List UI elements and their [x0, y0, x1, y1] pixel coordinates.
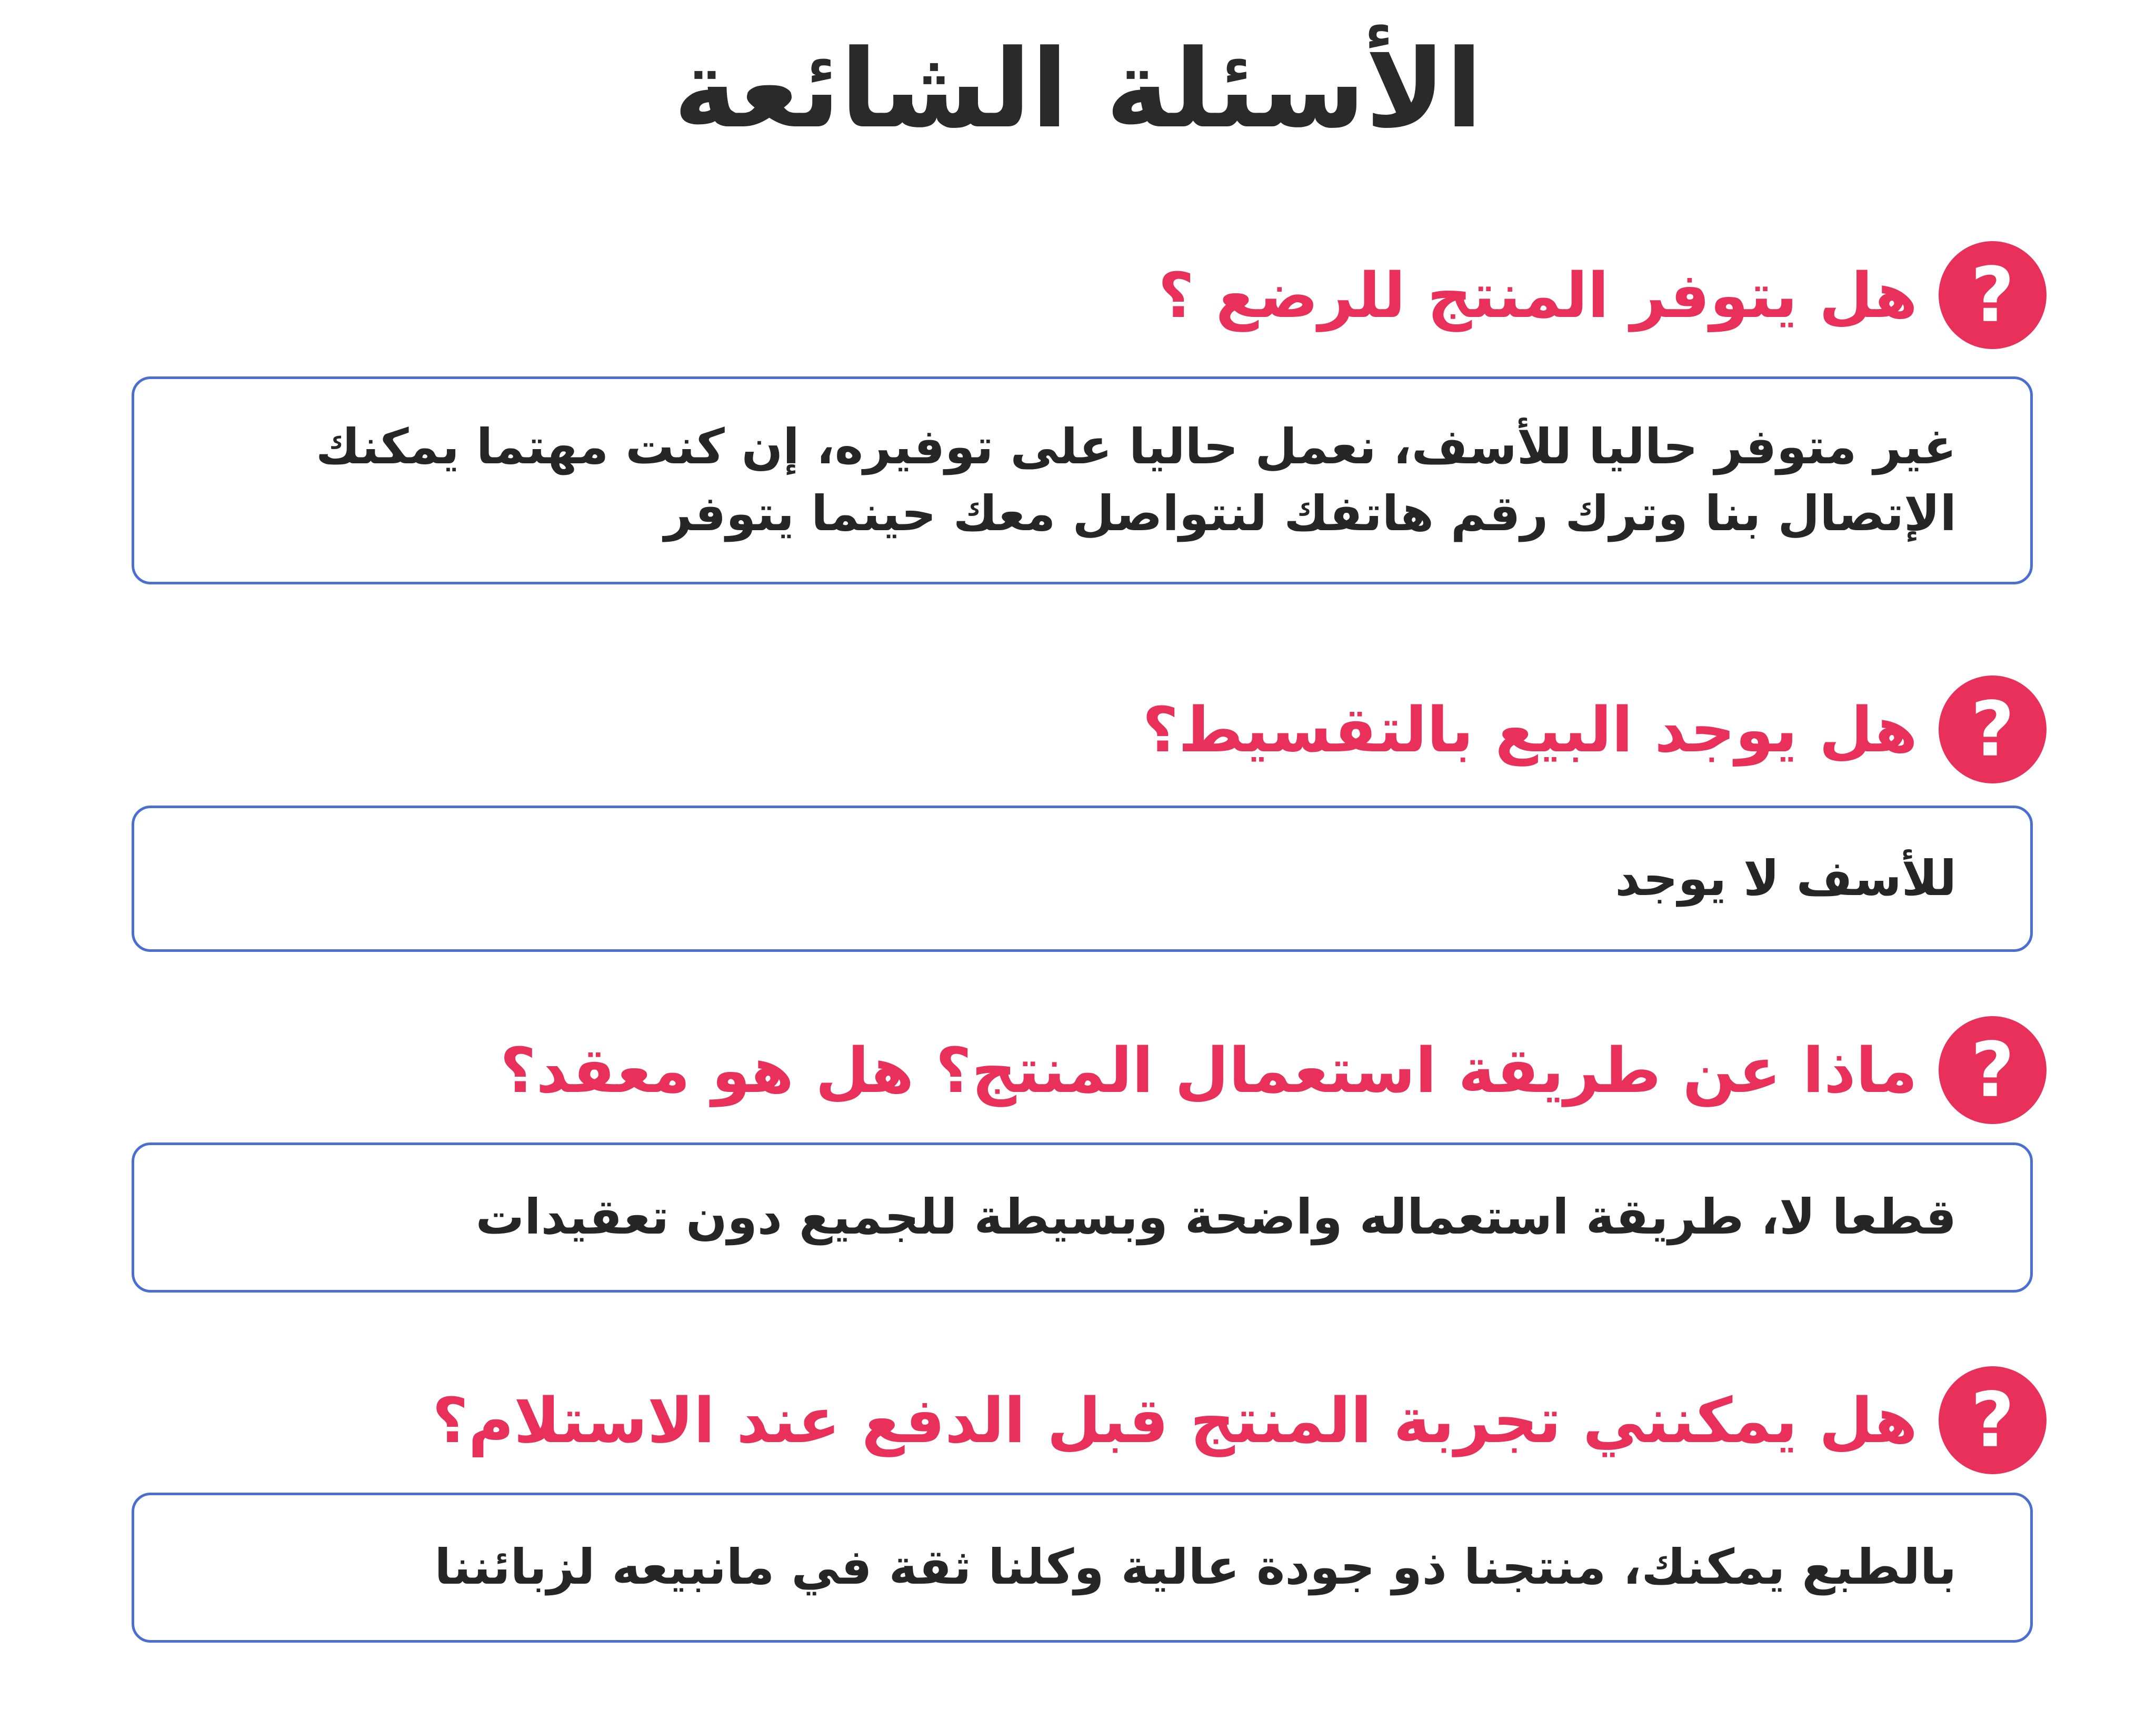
- page-title: الأسئلة الشائعة: [673, 27, 1483, 152]
- faq-answer-text: غير متوفر حاليا للأسف، نعمل حاليا على توفيره، إن كنت مهتما يمكنك الإتصال بنا وترك رقم هاتفك لنتواصل معك حينما يتوفر: [315, 418, 1957, 542]
- faq-answer-4: [132, 1493, 2033, 1643]
- faq-question-text: هل يتوفر المنتج للرضع ؟: [1158, 259, 1918, 332]
- faq-answer-1: [132, 376, 2033, 584]
- faq-question-3[interactable]: [500, 1016, 2047, 1124]
- question-mark-icon: [1939, 675, 2047, 783]
- faq-question-text: هل يوجد البيع بالتقسيط؟: [1142, 693, 1918, 766]
- svg-text:?: ?: [1970, 1026, 2015, 1114]
- svg-text:?: ?: [1970, 685, 2015, 773]
- question-mark-icon: [1939, 241, 2047, 349]
- faq-question-text: ماذا عن طريقة استعمال المنتج؟ هل هو معقد؟: [500, 1034, 1918, 1107]
- faq-answer-text: قطعا لا، طريقة استعماله واضحة وبسيطة للجميع دون تعقيدات: [475, 1189, 1957, 1246]
- faq-question-4[interactable]: [432, 1366, 2047, 1474]
- question-mark-icon: [1939, 1366, 2047, 1474]
- faq-question-2[interactable]: [1142, 675, 2047, 783]
- question-mark-icon: [1939, 1016, 2047, 1124]
- faq-answer-text: للأسف لا يوجد: [1615, 850, 1957, 907]
- svg-text:?: ?: [1970, 1376, 2015, 1464]
- svg-text:?: ?: [1970, 251, 2015, 339]
- faq-answer-2: [132, 806, 2033, 952]
- faq-question-1[interactable]: [1158, 241, 2047, 349]
- faq-answer-text: بالطبع يمكنك، منتجنا ذو جودة عالية وكلنا ثقة في مانبيعه لزبائننا: [434, 1539, 1957, 1596]
- faq-question-text: هل يمكنني تجربة المنتج قبل الدفع عند الاستلام؟: [432, 1384, 1918, 1457]
- faq-answer-3: [132, 1142, 2033, 1293]
